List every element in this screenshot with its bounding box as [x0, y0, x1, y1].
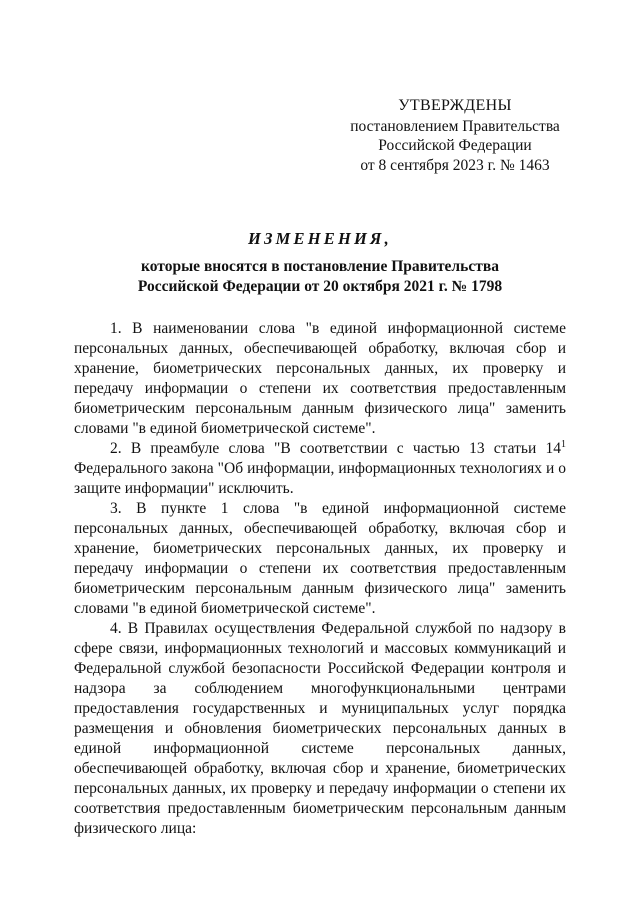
- approved-line-3: от 8 сентября 2023 г. № 1463: [360, 156, 550, 174]
- paragraph-2: [74, 439, 566, 499]
- paragraph-2-text-a: 2. В преамбуле слова "В соответствии с частью 13 статьи 14: [110, 440, 561, 457]
- paragraph-2-text-b: Федерального закона "Об информации, информационных технологиях и о защите информации" исключить.: [74, 460, 566, 497]
- document-body: [74, 319, 566, 839]
- subtitle-line-2: Российской Федерации от 20 октября 2021 г. № 1798: [137, 278, 503, 295]
- paragraph-4: 4. В Правилах осуществления Федеральной службой по надзору в сфере связи, информационных технологий и массовых коммуникаций и Федеральной службой безопасности Российской Федерации контроля и надзора за соблюдением многофункциональными центрами предоставления государственных и муниципальных услуг порядка размещения и обновления биометрических персональных данных в единой информационной системе персональных данных, обеспечивающей обработку, включая сбор и хранение, биометрических персональных данных, их проверку и передачу информации о степени их соответствия предоставленным биометрическим персональным данным физического лица:: [74, 620, 566, 837]
- document-subtitle: [0, 257, 640, 297]
- paragraph-1: 1. В наименовании слова "в единой информационной системе персональных данных, обеспечивающей обработку, включая сбор и хранение, биометрических персональных данных, их проверку и передачу информации о степени их соответствия предоставленным биометрическим персональным данным физического лица" заменить словами "в единой биометрической системе".: [74, 320, 566, 437]
- approved-heading: УТВЕРЖДЕНЫ: [398, 97, 512, 114]
- paragraph-3: 3. В пункте 1 слова "в единой информационной системе персональных данных, обеспечивающей обработку, включая сбор и хранение, биометрических персональных данных, их проверку и передачу информации о степени их соответствия предоставленным биометрическим персональным данным физического лица" заменить словами "в единой биометрической системе".: [74, 500, 566, 617]
- document-title: ИЗМЕНЕНИЯ,: [248, 229, 392, 248]
- approved-line-2: Российской Федерации: [378, 137, 532, 154]
- approved-line-1: постановлением Правительства: [350, 117, 560, 135]
- paragraph-2-superscript: 1: [561, 439, 566, 450]
- subtitle-line-1: которые вносятся в постановление Правительства: [141, 258, 499, 275]
- approval-stamp-block: [340, 96, 570, 175]
